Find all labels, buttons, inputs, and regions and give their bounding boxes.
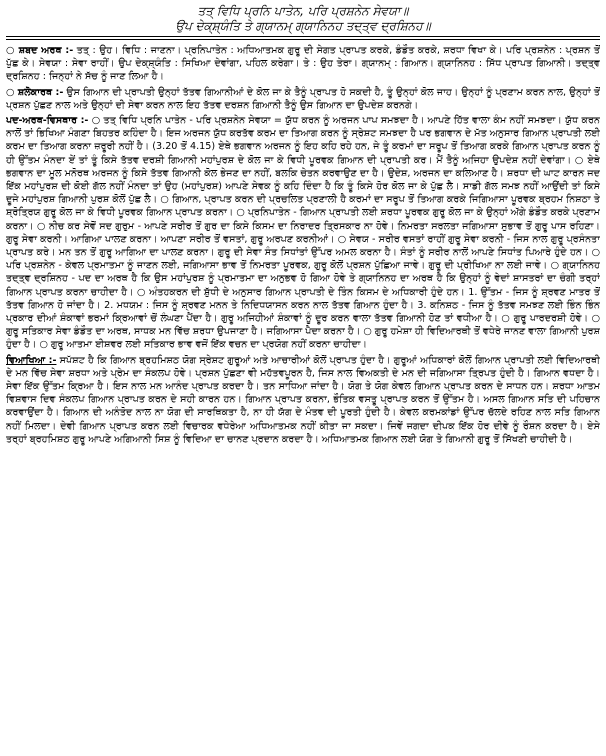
pad-arth-section bbox=[6, 114, 600, 352]
document-page bbox=[6, 4, 600, 748]
shabad-arth-section bbox=[6, 44, 600, 84]
viakhia-heading: ਵਿਆਖਿਆ :- bbox=[6, 354, 57, 366]
pad-arth-text: ○ ਤਤ੍ ਵਿਧਿ ਪ੍ਰਨਿ ਪਾਤੇਨ - ਪਰਿ ਪ੍ਰਸ਼ਨੇਨ ਸੇਵਯਾ = ਯੁੱਧ ਕਰਨ ਨੂੰ ਅਰਜਨ ਪਾਪ ਸਮਝਦਾ ਹੈ। ਆਪਣੇ ਹਿੱਤ ਵਾਲਾ ਕੰਮ ਨਹੀਂ ਸਮਝਦਾ। ਯੁੱਧ ਕਰਨ ਨਾਲੋਂ ਤਾਂ ਭਿਖਿਆ ਮੰਗਣਾ ਬਿਹਤਰ ਕਹਿੰਦਾ ਹੈ। ਇਜ ਅਰਜਨ ਯੁੱਧ ਕਰਤੱਵ ਕਰਮ ਦਾ ਤਿਆਗ ਕਰਨ ਨੂੰ ਸ੍ਰੇਸ਼ਟ ਸਮਝਦਾ ਹੈ ਪਰ ਭਗਵਾਨ ਦੇ ਮੱਤ ਅਨੁਸਾਰ ਗਿਆਨ ਪ੍ਰਾਪਤੀ ਲਈ ਕਰਮ ਦਾ ਤਿਆਗ ਕਰਨਾ ਜ਼ਰੂਰੀ ਨਹੀਂ ਹੈ। (3.20 ਤੋਂ 4.15) ਏਥੇ ਭਗਵਾਨ ਅਰਜਨ ਨੂੰ ਇਹ ਕਹਿ ਰਹੇ ਹਨ, ਜੇ ਤੂੰ ਕਰਮਾਂ ਦਾ ਸਰੂਪ ਤੋਂ ਤਿਆਗ ਕਰਕੇ ਗਿਆਨ ਪ੍ਰਾਪਤ ਕਰਨ ਨੂੰ ਹੀ ਉੱਤਮ ਮੰਨਦਾ ਏਂ ਤਾਂ ਤੂੰ ਕਿਸੇ ਤੱਤਵ ਦਰਸ਼ੀ ਗਿਆਨੀ ਮਹਾਂਪੁਰਸ਼ ਦੇ ਕੋਲ ਜਾ ਕੇ ਵਿਧੀ ਪੂਰਵਕ ਗਿਆਨ ਦੀ ਪ੍ਰਾਪਤੀ ਕਰ। ਮੈਂ ਤੈਨੂੰ ਅਜਿਹਾ ਉਪਦੇਸ਼ ਨਹੀਂ ਦੇਵਾਂਗਾ। ○ ਏਥੇ ਭਗਵਾਨ ਦਾ ਮੂਲ ਮਨੋਰਥ ਅਰਜਨ ਨੂੰ ਕਿਸੇ ਤੱਤਵ ਗਿਆਨੀ ਕੋਲ ਭੇਜਣ ਦਾ ਨਹੀਂ, ਬਲਕਿ ਚੇਤਨ ਕਰਵਾਉਣ ਦਾ ਹੈ। ਉਦੇਸ਼, ਅਰਜਨ ਦਾ ਕਲਿਆਣ ਹੈ। ਸ਼ਰਧਾ ਦੀ ਘਾਟ ਕਾਰਨ ਜਦ ਇੱਕ ਮਹਾਂਪੁਰਸ਼ ਦੀ ਕੋਈ ਗੱਲ ਨਹੀਂ ਮੰਨਦਾ ਤਾਂ ਉਹ (ਮਹਾਂਪੁਰਸ਼) ਆਪਣੇ ਸੇਵਕ ਨੂੰ ਕਹਿ ਦਿੰਦਾ ਹੈ ਕਿ ਤੂੰ ਕਿਸੇ ਹੋਰ ਕੋਲ ਜਾ ਕੇ ਪੁੱਛ ਲੈ। ਸਾਡੀ ਗੱਲ ਸਮਝ ਨਹੀਂ ਆਉਂਦੀ ਤਾਂ ਕਿਸੇ ਦੂਜੇ ਮਹਾਂਪੁਰਸ਼ ਗਿਆਨੀ ਪੁਰਸ਼ ਕੋਲੋਂ ਪੁੱਛ ਲੈ। ○ ਗਿਆਨ, ਪ੍ਰਾਪਤ ਕਰਨ ਦੀ ਪ੍ਰਚਲਿਤ ਪ੍ਰਣਾਲੀ ਹੈ ਕਰਮਾਂ ਦਾ ਸਰੂਪ ਤੋਂ ਤਿਆਗ ਕਰਕੇ ਜਿਗਿਆਸਾ ਪੂਰਵਕ ਬ੍ਰਹਮ ਨਿਸ਼ਠਾ ਤੇ ਸ਼੍ਰੋਤ੍ਰਿਯ ਗੁਰੂ ਕੋਲ ਜਾ ਕੇ ਵਿਧੀ ਪੂਰਵਕ ਗਿਆਨ ਪ੍ਰਾਪਤ ਕਰਨਾ। ○ ਪ੍ਰਨਿਪਾਤੇਨ - ਗਿਆਨ ਪ੍ਰਾਪਤੀ ਲਈ ਸ਼ਰਧਾ ਪੂਰਵਕ ਗੁਰੂ ਕੋਲ ਜਾ ਕੇ ਉਨ੍ਹਾਂ ਅੱਗੇ ਡੰਡੌਤ ਕਰਕੇ ਪ੍ਰਣਾਮ ਕਰਨਾ। ○ ਨੀਚ ਕਰ ਸੇਵੋਂ ਸਦ ਗੁਰੁਮ - ਆਪਣੇ ਸਰੀਰ ਤੋਂ ਗੁਰ ਦਾ ਕਿਸੇ ਕਿਸਮ ਦਾ ਨਿਰਾਦਰ ਤ੍ਰਿਸਕਾਰ ਨਾ ਹੋਵੇ। ਨਿਮਰਤਾ ਸਰਲਤਾ ਜਗਿਆਸਾ ਸੁਭਾਵ ਤੋਂ ਗੁਰੂ ਪਾਸ ਰਹਿਣਾ। ਗੁਰੂ ਸੇਵਾ ਕਰਨੀ। ਆਗਿਆ ਪਾਲਣ ਕਰਨਾ। ਆਪਣਾ ਸਰੀਰ ਤੋਂ ਵਸਤਾਂ, ਗੁਰੂ ਅਰਪਣ ਕਰਨੀਆਂ। ○ ਸੇਵਯ - ਸਰੀਰ ਵਸਤਾਂ ਰਾਹੀਂ ਗੁਰੂ ਸੇਵਾ ਕਰਨੀ - ਜਿਸ ਨਾਲ ਗੁਰੂ ਪ੍ਰਸੰਨਤਾ ਪ੍ਰਾਪਤ ਕਰੇ। ਮਨ ਤਨ ਤੋਂ ਗੁਰੂ ਆਗਿਆ ਦਾ ਪਾਲਣ ਕਰਨਾ। ਗੁਰੂ ਦੀ ਸੇਵਾ ਸੰਤ ਸਿਧਾਂਤਾਂ ਉੱਪਰ ਅਮਲ ਕਰਨਾ ਹੈ। ਸੰਤਾਂ ਨੂੰ ਸਰੀਰ ਨਾਲੋਂ ਆਪਣੇ ਸਿਧਾਂਤ ਪਿਆਰੇ ਹੁੰਦੇ ਹਨ। ○ ਪਰਿ ਪ੍ਰਸ਼ਨੇਨ - ਕੇਵਲ ਪ੍ਰਮਾਤਮਾ ਨੂੰ ਜਾਣਨ ਲਈ, ਜਗਿਆਸਾ ਭਾਵ ਤੋਂ ਨਿਮਰਤਾ ਪੂਰਵਕ, ਗੁਰੂ ਕੋਲੋਂ ਪ੍ਰਸ਼ਨ ਪੁੱਛਿਆ ਜਾਵੇ। ਗੁਰੂ ਦੀ ਪ੍ਰੀਖਿਆ ਨਾ ਲਈ ਜਾਵੇ। ○ ਗ੍ਯਾਨਿਨਹ ਤਦ੍ਤ੍ਵ ਦ੍ਰਸ਼ਿਨਹ - ਪਦ ਦਾ ਅਰਥ ਹੈ ਕਿ ਉਸ ਮਹਾਂਪੁਰਸ਼ ਨੂੰ ਪ੍ਰਮਾਤਮਾ ਦਾ ਅਨੁਭਵ ਹੋ ਗਿਆ ਹੋਵੇ ਤੇ ਗ੍ਯਾਨਿਨਹ ਦਾ ਅਰਥ ਹੈ ਕਿ ਉਨ੍ਹਾਂ ਨੂੰ ਵੇਦਾਂ ਸ਼ਾਸਤਰਾਂ ਦਾ ਚੰਗੀ ਤਰ੍ਹਾਂ ਗਿਆਨ ਪ੍ਰਾਪਤ ਕਰਨਾ ਚਾਹੀਦਾ ਹੈ। ○ ਅੰਤਹਕਰਨ ਦੀ ਸ਼ੁੱਧੀ ਦੇ ਅਨੁਸਾਰ ਗਿਆਨ ਪ੍ਰਾਪਤੀ ਦੇ ਤਿੰਨ ਕਿਸਮ ਦੇ ਅਧਿਕਾਰੀ ਹੁੰਦੇ ਹਨ। 1. ਉੱਤਮ - ਜਿਸ ਨੂੰ ਸ਼੍ਰਵਣ ਮਾਤਰ ਤੋਂ ਤੱਤਵ ਗਿਆਨ ਹੋ ਜਾਂਦਾ ਹੈ। 2. ਮਧਯਮ : ਜਿਸ ਨੂੰ ਸ਼੍ਰਵਣ ਮਨਨ ਤੇ ਨਿਦਿਧਯਾਸਨ ਕਰਨ ਨਾਲ ਤੱਤਵ ਗਿਆਨ ਹੁੰਦਾ ਹੈ। 3. ਕਨਿਸ਼ਠ - ਜਿਸ ਨੂੰ ਤੱਤਵ ਸਮਝਣ ਲਈ ਭਿੰਨ ਭਿੰਨ ਪ੍ਰਕਾਰ ਦੀਆਂ ਸ਼ੰਕਾਵਾਂ ਭਰਮਾਂ ਕ੍ਰਿਆਵਾਂ ਚੋਂ ਲੰਘਣਾ ਪੈਂਦਾ ਹੈ। ਗੁਰੂ ਅਜਿਹੀਆਂ ਸ਼ੰਕਾਵਾਂ ਨੂੰ ਦੂਰ ਕਰਨ ਵਾਲਾ ਤੱਤਵ ਗਿਆਨੀ ਹੋਣ ਤਾਂ ਵਧੀਆ ਹੈ। ○ ਗੁਰੂ ਪਾਰਦਰਸ਼ੀ ਹੋਵੇ। ○ ਗੁਰੂ ਸਤਿਕਾਰ ਸੇਵਾ ਡੰਡੌਤ ਦਾ ਅਰਥ, ਸਾਧਕ ਮਨ ਵਿੱਚ ਸ਼ਰਧਾ ਉਪਜਾਣਾ ਹੈ। ਜਗਿਆਸਾ ਪੈਦਾ ਕਰਨਾ ਹੈ। ○ ਗੁਰੂ ਹਮੇਸ਼ਾ ਹੀ ਵਿਦਿਆਰਥੀ ਤੋਂ ਵਧੇਰੇ ਜਾਨਣ ਵਾਲਾ ਗਿਆਨੀ ਪੁਰਸ਼ ਹੁੰਦਾ ਹੈ। ○ ਗੁਰੂ ਆਤਮਾ ਈਸ਼ਵਰ ਲਈ ਸਤਿਕਾਰ ਭਾਵ ਵਜੋਂ ਇੱਕ ਵਚਨ ਦਾ ਪ੍ਰਯੋਗ ਨਹੀਂ ਕਰਨਾ ਚਾਹੀਦਾ। bbox=[6, 115, 600, 351]
title-divider bbox=[6, 36, 600, 40]
shabad-arth-text: ਤਤ੍ : ਉਹ। ਵਿਧਿ : ਜਾਣਨਾ। ਪ੍ਰਨਿਪਾਤੇਨ : ਅਧਿਆਤਮਕ ਗੁਰੂ ਦੀ ਸੇਗਤ ਪ੍ਰਾਪਤ ਕਰਕੇ, ਡੰਡੌਤ ਕਰਕੇ, ਸ਼ਰਧਾ ਵਿਖਾ ਕੇ। ਪਰਿ ਪ੍ਰਸ਼ਨੇਨ : ਪ੍ਰਸ਼ਨ ਤੋਂ ਪੁੱਛ ਕੇ। ਸੇਵਯਾ : ਸੇਵਾ ਰਾਹੀਂ। ਉਪ ਦੇਕ੍ਸ਼੍ਯੰਤਿ : ਸਿਖਿਆ ਦੇਵਾਂਗਾ, ਪਹਿਲ ਕਰੇਗਾ। ਤੇ : ਉਹ ਤੇਰਾ। ਗ੍ਯਾਨਮ੍ : ਗਿਆਨ। ਗ੍ਯਾਨਿਨਹ : ਸਿੱਧ ਪ੍ਰਾਪਤ ਗਿਆਨੀ। ਤਦ੍ਤ੍ਵ ਦ੍ਰਸ਼ਿਨਹ : ਜਿਨ੍ਹਾਂ ਨੇ ਸੱਚ ਨੂੰ ਜਾਣ ਲਿਆ ਹੈ। bbox=[6, 45, 600, 83]
viakhia-text: ਸਪੱਸ਼ਟ ਹੈ ਕਿ ਗਿਆਨ ਬ੍ਰਹਮਿਸ਼ਠ ਯੋਗ ਸ੍ਰੇਸ਼ਟ ਗੁਰੂਆਂ ਅਤੇ ਆਚਾਰੀਆਂ ਕੋਲੋਂ ਪ੍ਰਾਪਤ ਹੁੰਦਾ ਹੈ। ਗੁਰੂਆਂ ਅਧਿਕਾਰਾਂ ਕੋਲੋਂ ਗਿਆਨ ਪ੍ਰਾਪਤੀ ਲਈ ਵਿਦਿਆਰਥੀ ਦੇ ਮਨ ਵਿੱਚ ਸੇਵਾ ਸ਼ਰਧਾ ਅਤੇ ਪ੍ਰੇਮ ਦਾ ਸੰਕਲਪ ਹੋਵੇ। ਪ੍ਰਸ਼ਨ ਪੁੱਛਣਾ ਵੀ ਮਹੱਤਵਪੂਰਨ ਹੈ, ਜਿਸ ਨਾਲ ਵਿਅਕਤੀ ਦੇ ਮਨ ਦੀ ਜਗਿਆਸਾ ਤ੍ਰਿਪਤ ਹੁੰਦੀ ਹੈ। ਗਿਆਨ ਵਧਦਾ ਹੈ। ਸੇਵਾ ਇੱਕ ਉੱਤਮ ਕ੍ਰਿਆ ਹੈ। ਇਸ ਨਾਲ ਮਨ ਆਨੰਦ ਪ੍ਰਾਪਤ ਕਰਦਾ ਹੈ। ਤਨ ਸਾਧਿਆ ਜਾਂਦਾ ਹੈ। ਯੋਗ ਤੇ ਯੋਗ ਕੇਵਲ ਗਿਆਨ ਪ੍ਰਾਪਤ ਕਰਨ ਦੇ ਸਾਧਨ ਹਨ। ਸ਼ਰਧਾ ਆਤਮ ਵਿਸ਼ਵਾਸ ਦਿਵ ਸੰਕਲਪ ਗਿਆਨ ਪ੍ਰਾਪਤ ਕਰਨ ਦੇ ਸਹੀ ਕਾਰਨ ਹਨ। ਗਿਆਨ ਪ੍ਰਾਪਤ ਕਰਨਾ, ਭੌਤਿਕ ਵਸਤੂ ਪ੍ਰਾਪਤ ਕਰਨ ਤੋਂ ਉੱਤਮ ਹੈ। ਅਸਲ ਗਿਆਨ ਸਤਿ ਦੀ ਪਹਿਚਾਨ ਕਰਵਾਉਂਦਾ ਹੈ। ਗਿਆਨ ਦੀ ਅਨੰਤੋਦ ਨਾਲ ਨਾ ਯੋਗ ਦੀ ਸਾਰਥਿਕਤਾ ਹੈ, ਨਾ ਹੀ ਯੱਗ ਦੇ ਮੰਤਵ ਦੀ ਪੂਰਤੀ ਹੁੰਦੀ ਹੈ। ਕੇਵਲ ਕਰਮਕਾਂਡਾਂ ਉੱਪਰ ਚੱਲਦੇ ਰਹਿਣ ਨਾਲ ਸਤਿ ਗਿਆਨ ਨਹੀਂ ਮਿਲਦਾ। ਦੇਵੀ ਗਿਆਨ ਪ੍ਰਾਪਤ ਕਰਨ ਲਈ ਵਿਚਾਰਕ ਵਧੇਰੇਆ ਅਧਿਆਤਮਕ ਨਹੀਂ ਕੀਤਾ ਜਾ ਸਕਦਾ। ਜਿਵੇਂ ਜਗਦਾ ਦੀਪਕ ਇੱਕ ਹੋਰ ਦੀਵੇ ਨੂੰ ਰੌਸ਼ਨ ਕਰਦਾ ਹੈ। ਏਸੇ ਤਰ੍ਹਾਂ ਬ੍ਰਹਮਿਸ਼ਠ ਗੁਰੂ ਆਪਣੇ ਅਗਿਆਨੀ ਸਿਸ਼ ਨੂੰ ਵਿਦਿਆ ਦਾ ਚਾਨਣ ਪ੍ਰਦਾਨ ਕਰਦਾ ਹੈ। ਅਧਿਆਤਮਕ ਗਿਆਨ ਲਈ ਯੋਗ ਤੇ ਗਿਆਨੀ ਗੁਰੂ ਤੋਂ ਸਿੱਖਣੀ ਚਾਹੀਦੀ ਹੈ। bbox=[6, 354, 600, 445]
verse-line-2: ਉਪ ਦੇਕ੍ਸ਼੍ਯੰਤਿ ਤੇ ਗ੍ਯਾਨਮ੍ ਗ੍ਯਾਨਿਨਹ ਤਦ੍ਤ੍ਵ ਦ੍ਰਸ਼ਿਨਹ॥ bbox=[175, 19, 431, 33]
pad-arth-heading: ਪਦ-ਅਰਥ-ਵਿਸਥਾਰ :- bbox=[6, 115, 89, 127]
shlokarth-heading: ○ ਸ਼ਲੋਕਾਰਥ :- bbox=[6, 86, 64, 98]
shlokarth-text: ਉਸ ਗਿਆਨ ਦੀ ਪ੍ਰਾਪਤੀ ਉਨ੍ਹਾਂ ਤੱਤਵ ਗਿਆਨੀਆਂ ਦੇ ਕੋਲ ਜਾ ਕੇ ਤੈਨੂੰ ਪ੍ਰਾਪਤ ਹੋ ਸਕਦੀ ਹੈ, ਤੂੰ ਉਨ੍ਹਾਂ ਕੋਲ ਜਾਹ। ਉਨ੍ਹਾਂ ਨੂੰ ਪ੍ਰਣਾਮ ਕਰਨ ਨਾਲ, ਉਨ੍ਹਾਂ ਤੋਂ ਪ੍ਰਸ਼ਨ ਪੁੱਛਣ ਨਾਲ ਅਤੇ ਉਨ੍ਹਾਂ ਦੀ ਸੇਵਾ ਕਰਨ ਨਾਲ ਇਹ ਤੱਤਵ ਦਰਸ਼ਨ ਗਿਆਨੀ ਤੈਨੂੰ ਉਸ ਗਿਆਨ ਦਾ ਉਪਦੇਸ਼ ਕਰਨਗੇ। bbox=[6, 86, 600, 111]
shabad-arth-heading: ○ ਸ਼ਬਦ ਅਰਥ :- bbox=[6, 45, 74, 56]
viakhia-section bbox=[6, 354, 600, 446]
verse-line-1: ਤਤ੍ ਵਿਧਿ ਪ੍ਰਨਿ ਪਾਤੇਨ, ਪਰਿ ਪ੍ਰਸ਼ਨੇਨ ਸੇਵਯਾ॥ bbox=[197, 4, 409, 18]
shlokarth-section bbox=[6, 86, 600, 112]
